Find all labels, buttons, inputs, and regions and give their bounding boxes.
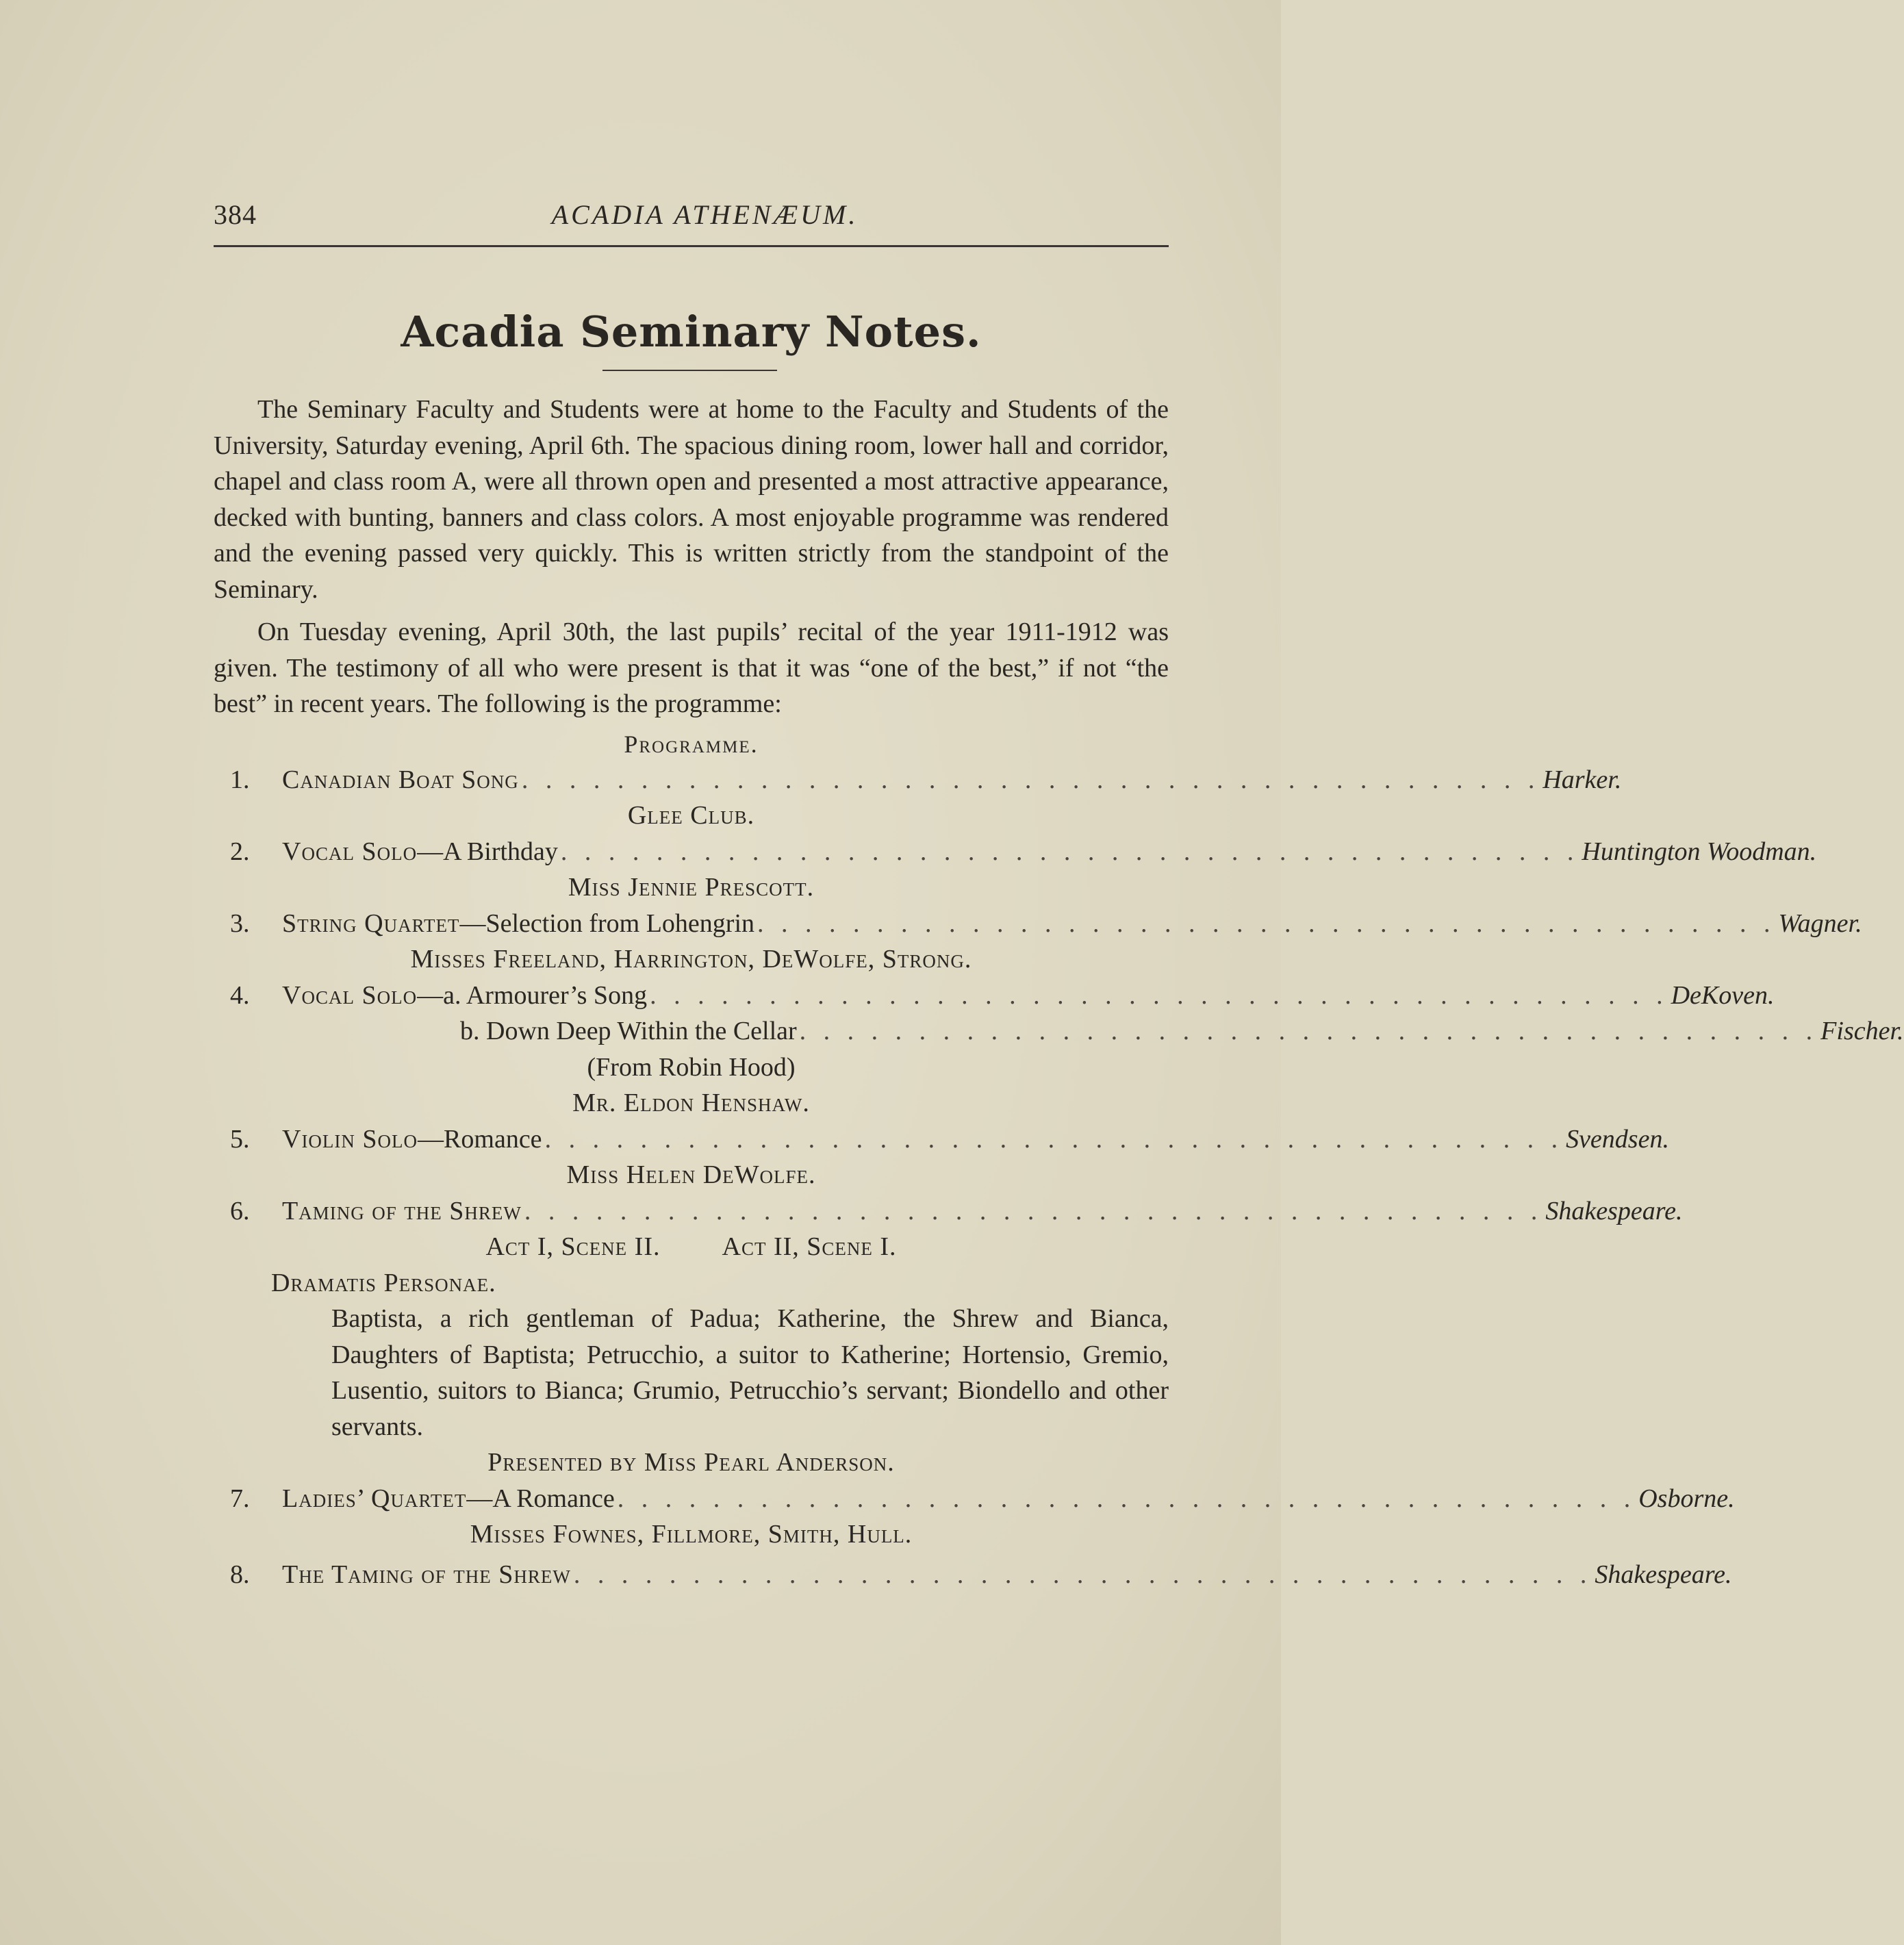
item-performer: Misses Fownes, Fillmore, Smith, Hull.: [470, 1520, 913, 1549]
item-composer: Wagner.: [1778, 908, 1862, 938]
item-composer: Harker.: [1543, 765, 1622, 794]
item-composer: Shakespeare.: [1545, 1196, 1683, 1225]
programme-item: [214, 1193, 1683, 1230]
item-composer: Huntington Woodman.: [1582, 837, 1817, 866]
item-detail: —A Romance: [466, 1484, 615, 1513]
act-label: Act I, Scene II.: [485, 1232, 661, 1261]
item-title: Ladies’ Quartet: [282, 1484, 467, 1513]
programme-item: [214, 978, 1775, 1014]
page-number: 384: [214, 199, 257, 230]
item-title: The Taming of the Shrew: [282, 1560, 571, 1589]
item-number: 5.: [230, 1124, 250, 1154]
item-number: 7.: [230, 1484, 250, 1513]
item-title: String Quartet: [282, 908, 460, 938]
dot-leader: . . . . . . . . . . . . . . . . . . . . . . . . . . . . . . . . . . . . . . . . . . .: [617, 1484, 1636, 1513]
journal-title: ACADIA ATHENÆUM.: [551, 199, 859, 230]
programme-item: [214, 906, 1862, 942]
programme-item: [214, 1481, 1735, 1517]
item-performer: Misses Freeland, Harrington, DeWolfe, Strong.: [410, 945, 972, 974]
item-number: 8.: [230, 1560, 250, 1589]
dot-leader: . . . . . . . . . . . . . . . . . . . . . . . . . . . . . . . . . . . . . . . . . . .: [560, 837, 1579, 866]
item-title: Vocal Solo: [282, 980, 418, 1010]
title-rule: [602, 370, 777, 371]
running-header: [214, 193, 1169, 234]
item-sub-detail: b. Down Deep Within the Cellar: [460, 1017, 797, 1045]
item-performer: Miss Jennie Prescott.: [568, 873, 815, 902]
item-number: 4.: [230, 980, 250, 1010]
header-rule: [214, 245, 1169, 247]
acts-line: [214, 1229, 1169, 1265]
item-number: 6.: [230, 1196, 250, 1225]
item-composer: Svendsen.: [1566, 1124, 1669, 1154]
item-performer: Presented by Miss Pearl Anderson.: [487, 1448, 895, 1477]
dot-leader: . . . . . . . . . . . . . . . . . . . . . . . . . . . . . . . . . . . . . . . . . . .: [757, 908, 1776, 938]
dot-leader: . . . . . . . . . . . . . . . . . . . . . . . . . . . . . . . . . . . . . . . . . . .: [524, 1196, 1543, 1225]
item-title: Vocal Solo: [282, 837, 418, 866]
item-detail: —A Birthday: [417, 837, 558, 866]
item-performer: Glee Club.: [627, 801, 755, 830]
dot-leader: . . . . . . . . . . . . . . . . . . . . . . . . . . . . . . . . . . . . . . . . . . .: [573, 1560, 1592, 1589]
item-detail: —a. Armourer’s Song: [417, 980, 648, 1010]
programme-item: [214, 834, 1817, 870]
item-composer: DeKoven.: [1671, 980, 1775, 1010]
dramatis-personae-label: Dramatis Personae.: [271, 1268, 496, 1297]
dot-leader: . . . . . . . . . . . . . . . . . . . . . . . . . . . . . . . . . . . . . . . . . . .: [521, 765, 1540, 794]
dot-leader: . . . . . . . . . . . . . . . . . . . . . . . . . . . . . . . . . . . . . . . . . . .: [544, 1124, 1564, 1154]
act-label: Act II, Scene I.: [722, 1232, 897, 1261]
item-note: (From Robin Hood): [587, 1052, 796, 1082]
paragraph: The Seminary Faculty and Students were at home to the Faculty and Students of the University, Saturday evening, April 6th. The spacious dining room, lower hall and corridor, chapel and class room A, were all thrown open and presented a most attractive appearance, decked with bunting, banners and class colors. A most enjoyable programme was rendered and the evening passed very quickly. This is written strictly from the standpoint of the Seminary.: [214, 395, 1169, 604]
item-detail: —Romance: [418, 1124, 542, 1154]
item-performer: Mr. Eldon Henshaw.: [572, 1089, 810, 1117]
item-title: Violin Solo: [282, 1124, 418, 1154]
article-title: Acadia Seminary Notes.: [401, 307, 982, 357]
article-body: [214, 392, 1904, 1592]
item-detail: —Selection from Lohengrin: [459, 908, 754, 938]
item-performer: Miss Helen DeWolfe.: [566, 1160, 816, 1189]
programme-heading: Programme.: [624, 730, 759, 758]
programme-item: [214, 1121, 1669, 1158]
cast-list: Baptista, a rich gentleman of Padua; Katherine, the Shrew and Bianca, Daughters of Baptista; Petrucchio, a suitor to Katherine; Hortensio, Gremio, Lusentio, suitors to Bianca; Grumio, Petrucchio’s servant; Biondello and other servants.: [331, 1304, 1169, 1441]
item-title: Taming of the Shrew: [282, 1196, 522, 1225]
dot-leader: . . . . . . . . . . . . . . . . . . . . . . . . . . . . . . . . . . . . . . . . . . .: [650, 980, 1668, 1010]
item-number: 2.: [230, 837, 250, 866]
item-sub-composer: Fischer.: [1820, 1017, 1904, 1045]
item-number: 3.: [230, 908, 250, 938]
programme-subitem: [214, 1013, 1904, 1050]
paragraph: On Tuesday evening, April 30th, the last pupils’ recital of the year 1911-1912 was given. The testimony of all who were present is that it was “one of the best,” if not “the best” in recent years. The following is the programme:: [214, 618, 1169, 718]
item-number: 1.: [230, 765, 250, 794]
item-title: Canadian Boat Song: [282, 765, 519, 794]
dot-leader: . . . . . . . . . . . . . . . . . . . . . . . . . . . . . . . . . . . . . . . . . . .: [799, 1017, 1818, 1045]
item-composer: Osborne.: [1638, 1484, 1735, 1513]
programme-item: [214, 762, 1622, 798]
item-composer: Shakespeare.: [1595, 1560, 1732, 1589]
programme-item: [214, 1557, 1732, 1593]
